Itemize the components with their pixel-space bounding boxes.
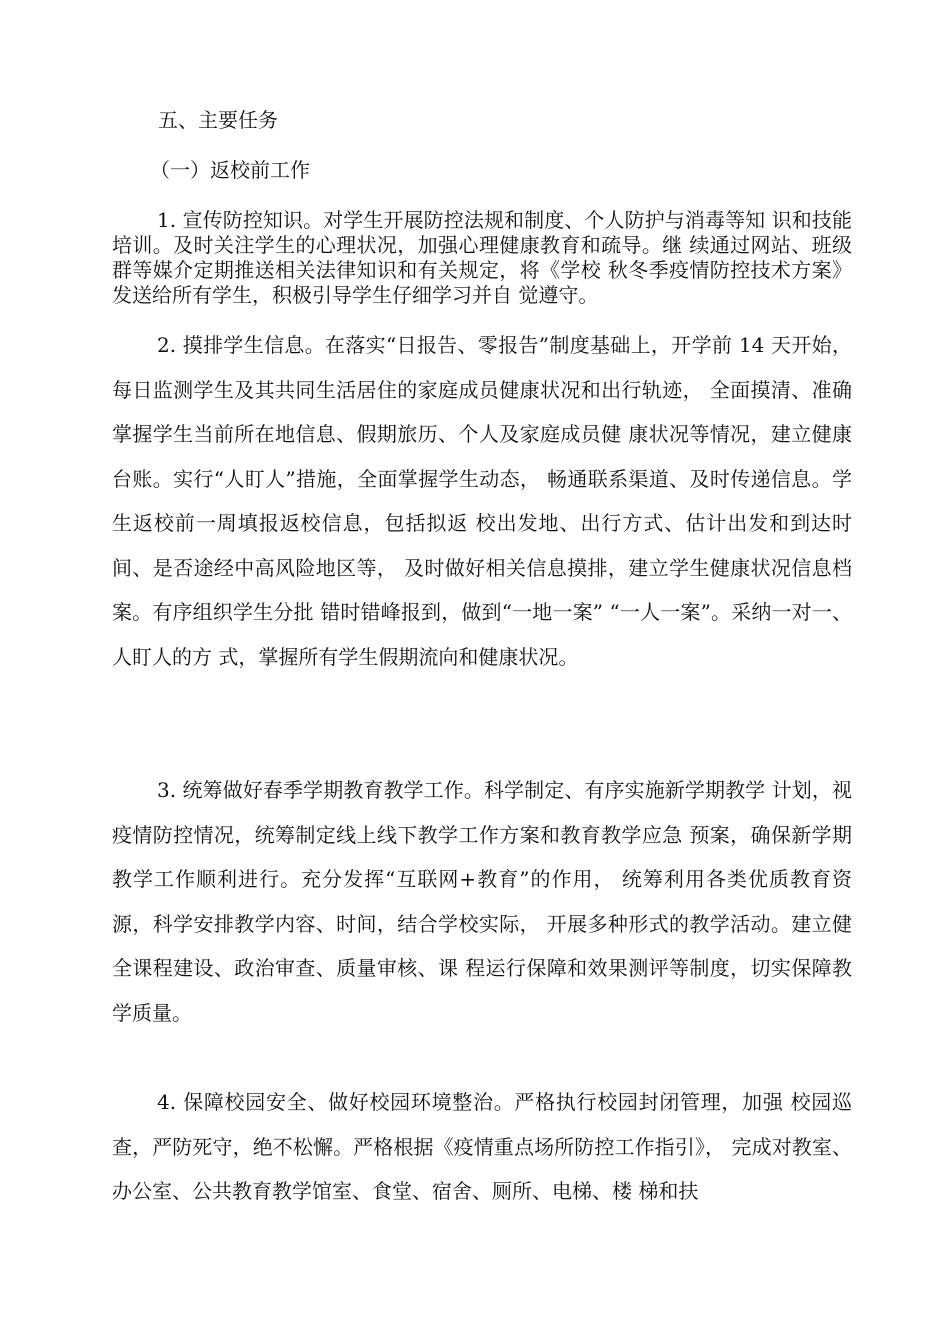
paragraph-3: 3. 统筹做好春季学期教育教学工作。科学制定、有序实施新学期教学 计划，视疫情防控情况，统筹制定线上线下教学工作方案和教育教学应急 预案，确保新学期教学工作顺利进行。充分发挥“互联网+教育”的作用， 统筹利用各类优质教育资源，科学安排教学内容、时间，结合学校实际， 开展多种形式的教学活动。建立健全课程建设、政治审查、质量审核、课 程运行保障和效果测评等制度，切实保障教学质量。 xyxy=(112,778,852,1025)
subsection-heading: （一）返校前工作 xyxy=(150,158,310,182)
paragraph-1: 1. 宣传防控知识。对学生开展防控法规和制度、个人防护与消毒等知 识和技能培训。及时关注学生的心理状况，加强心理健康教育和疏导。继 续通过网站、班级群等媒介定期推送相关法律知识和有关规定，将《学校 秋冬季疫情防控技术方案》发送给所有学生，积极引导学生仔细学习并自 觉遵守。 xyxy=(112,208,852,307)
paragraph-2: 2. 摸排学生信息。在落实“日报告、零报告”制度基础上，开学前 14 天开始，每日监测学生及其共同生活居住的家庭成员健康状况和出行轨迹， 全面摸清、准确掌握学生当前所在地信息、假期旅历、个人及家庭成员健 康状况等情况，建立健康台账。实行“人盯人”措施，全面掌握学生动态， 畅通联系渠道、及时传递信息。学生返校前一周填报返校信息，包括拟返 校出发地、出行方式、估计出发和到达时间、是否途经中高风险地区等， 及时做好相关信息摸排，建立学生健康状况信息档案。有序组织学生分批 错时错峰报到，做到“一地一案” “一人一案”。采纳一对一、人盯人的方 式，掌握所有学生假期流向和健康状况。 xyxy=(112,333,852,669)
section-heading: 五、主要任务 xyxy=(158,108,278,132)
paragraph-4: 4. 保障校园安全、做好校园环境整治。严格执行校园封闭管理，加强 校园巡查，严防死守，绝不松懈。严格根据《疫情重点场所防控工作指引》， 完成对教室、办公室、公共教育教学馆室、食堂、宿舍、厕所、电梯、楼 梯和扶 xyxy=(112,1090,852,1203)
